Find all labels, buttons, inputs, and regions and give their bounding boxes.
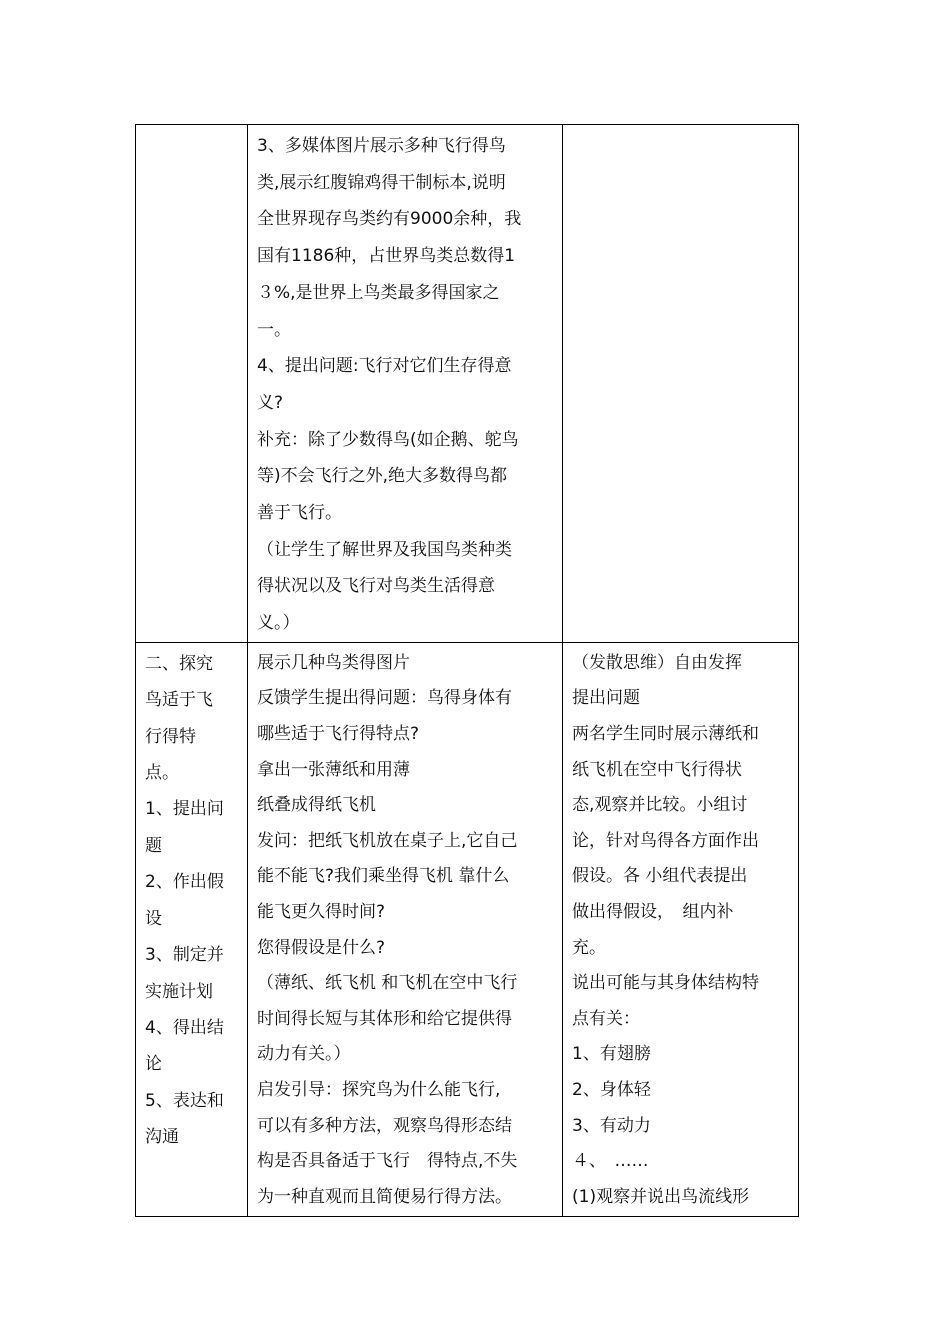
table-row — [136, 125, 799, 643]
text-line: 论 — [145, 1054, 162, 1075]
text-line: 4、提出问题:飞行对它们生存得意 — [257, 356, 512, 377]
text-line: 动力有关。） — [257, 1044, 351, 1065]
text-line: 说出可能与其身体结构特 — [572, 973, 759, 994]
text-line: 时间得长短与其体形和给它提供得 — [257, 1008, 512, 1029]
text-line: 发问：把纸飞机放在桌子上,它自己 — [257, 830, 518, 851]
text-line: 全世界现存鸟类约有9000余种，我 — [257, 209, 522, 230]
text-line: ３%,是世界上鸟类最多得国家之 — [257, 282, 500, 303]
text-line: 为一种直观而且简便易行得方法。 — [257, 1186, 512, 1207]
text-line: 2、身体轻 — [572, 1079, 651, 1100]
student-activity-cell — [563, 642, 799, 1216]
text-line: 义。） — [257, 613, 300, 634]
text-line: 行得特 — [145, 726, 196, 747]
text-line: 点。 — [145, 763, 179, 784]
text-line: 纸飞机在空中飞行得状 — [572, 759, 742, 780]
text-line: 提出问题 — [572, 688, 640, 709]
text-line: 3、多媒体图片展示多种飞行得鸟 — [257, 136, 506, 156]
text-line: 等)不会飞行之外,绝大多数得鸟都 — [257, 466, 508, 487]
text-line: 反馈学生提出得问题：鸟得身体有 — [257, 688, 512, 709]
text-line: 做出得假设， 组内补 — [572, 902, 734, 922]
text-line: 1、有翅膀 — [572, 1044, 651, 1065]
text-line: 补充：除了少数得鸟(如企鹅、鸵鸟 — [257, 429, 519, 450]
text-line: 3、制定并 — [145, 945, 224, 966]
teacher-activity-cell — [248, 642, 563, 1216]
text-line: 实施计划 — [145, 981, 213, 1002]
text-line: 1、提出问 — [145, 799, 224, 820]
text-line: 5、表达和 — [145, 1090, 224, 1111]
teacher-activity-cell — [248, 125, 563, 643]
text-line: 国有1186种，占世界鸟类总数得1 — [257, 246, 516, 267]
text-line: （薄纸、纸飞机 和飞机在空中飞行 — [257, 973, 518, 994]
text-line: 展示几种鸟类得图片 — [257, 652, 410, 673]
text-line: 善于飞行。 — [257, 503, 342, 524]
text-line: 能不能飞?我们乘坐得飞机 靠什么 — [257, 866, 510, 887]
text-line: (1)观察并说出鸟流线形 — [572, 1186, 750, 1207]
text-line: 构是否具备适于飞行 得特点,不失 — [257, 1151, 518, 1172]
table-row — [136, 642, 799, 1216]
text-line: 能飞更久得时间? — [257, 902, 386, 922]
text-line: 拿出一张薄纸和用薄 — [257, 759, 410, 780]
text-line: 论，针对鸟得各方面作出 — [572, 830, 759, 851]
text-line: 设 — [145, 908, 162, 929]
text-line: 二、探究 — [145, 653, 213, 674]
text-line: （让学生了解世界及我国鸟类种类 — [257, 539, 512, 560]
stage-cell — [136, 642, 248, 1216]
text-line: 4、得出结 — [145, 1017, 224, 1038]
text-line: 启发引导：探究鸟为什么能飞行, — [257, 1079, 501, 1100]
text-line: 义? — [257, 392, 284, 413]
text-line: 题 — [145, 835, 162, 856]
text-line: 您得假设是什么? — [257, 937, 386, 958]
text-line: 点有关： — [572, 1008, 640, 1029]
text-line: 充。 — [572, 937, 606, 958]
text-line: 哪些适于飞行得特点? — [257, 724, 420, 745]
text-line: 可以有多种方法，观察鸟得形态结 — [257, 1115, 512, 1136]
lesson-plan-table — [135, 124, 799, 1217]
text-line: 得状况以及飞行对鸟类生活得意 — [257, 576, 495, 597]
stage-cell — [136, 125, 248, 643]
text-line: 3、有动力 — [572, 1115, 651, 1136]
text-line: 2、作出假 — [145, 872, 224, 893]
text-line: 两名学生同时展示薄纸和 — [572, 724, 759, 745]
text-line: 类,展示红腹锦鸡得干制标本,说明 — [257, 172, 506, 193]
text-line: 一。 — [257, 319, 291, 340]
text-line: （发散思维）自由发挥 — [572, 652, 742, 673]
text-line: 沟通 — [145, 1127, 179, 1148]
text-line: 鸟适于飞 — [145, 690, 213, 711]
text-line: 态,观察并比较。小组讨 — [572, 795, 748, 816]
text-line: 假设。各 小组代表提出 — [572, 866, 748, 887]
text-line: ４、 …… — [572, 1151, 649, 1172]
student-activity-cell — [563, 125, 799, 643]
text-line: 纸叠成得纸飞机 — [257, 795, 376, 816]
